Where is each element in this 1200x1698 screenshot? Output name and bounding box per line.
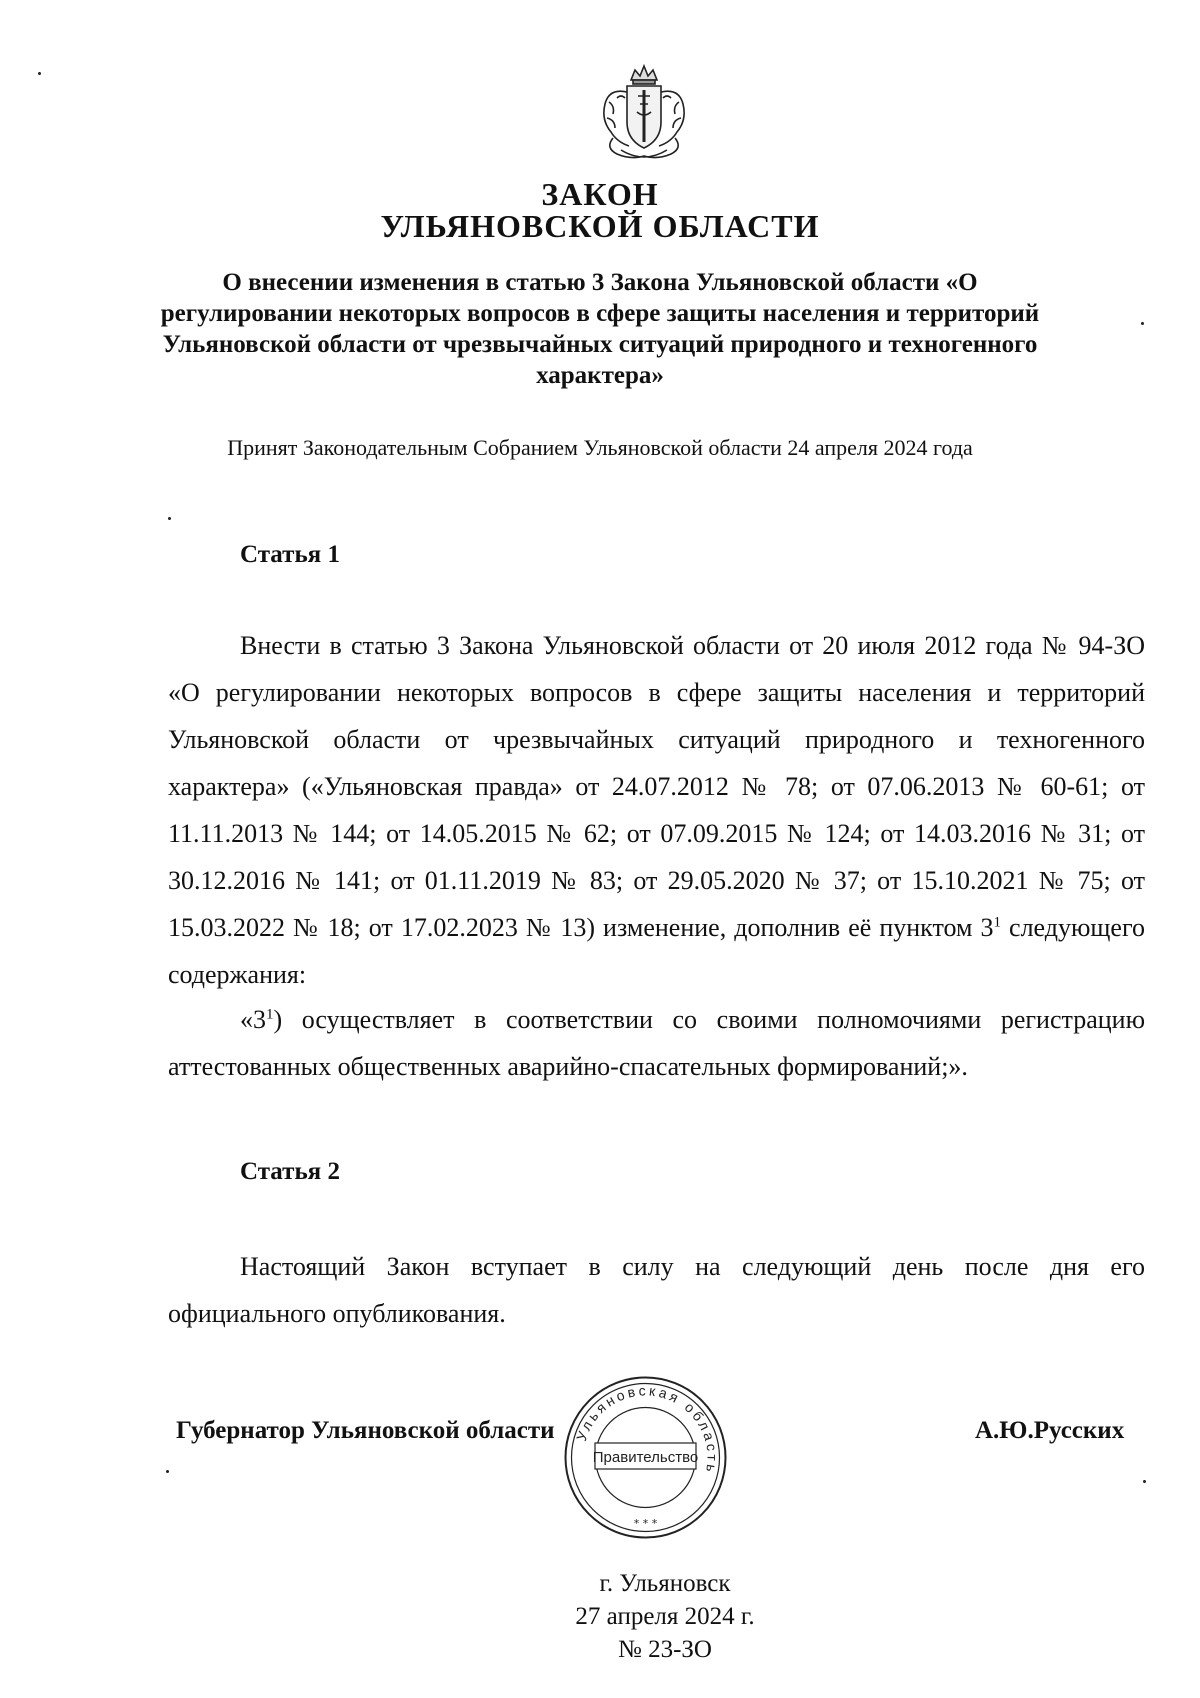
article-1-paragraph [168, 622, 1145, 998]
scan-speck [1143, 1480, 1146, 1483]
adoption-note: Принят Законодательным Собранием Ульяновской области 24 апреля 2024 года [227, 435, 973, 460]
superscript: 1 [266, 1006, 274, 1023]
stamp-center-text: Правительство [592, 1449, 699, 1466]
article-1-paragraph-text: Внести в статью 3 Закона Ульяновской области от 20 июля 2012 года № 94-ЗО «О регулировании некоторых вопросов в сфере защиты населения и территорий Ульяновской области от чрезвычайных ситуаций природного и техногенного характера» («Ульяновская правда» от 24.07.2012 № 78; от 07.06.2013 № 60-61; от 11.11.2013 № 144; от 14.05.2015 № 62; от 07.09.2015 № 124; от 14.03.2016 № 31; от 30.12.2016 № 141; от 01.11.2019 № 83; от 29.05.2020 № 37; от 15.10.2021 № 75; от 15.03.2022 № 18; от 17.02.2023 № 13) изменение, дополнив её пунктом 3 [168, 631, 1145, 942]
article-1-heading: Статья 1 [240, 541, 340, 568]
scan-speck [1141, 322, 1144, 325]
scan-speck [168, 517, 171, 520]
superscript: 1 [993, 914, 1001, 931]
coat-of-arms-icon [591, 62, 697, 166]
quote-text: ) осуществляет в соответствии со своими полномочиями регистрацию аттестованных общественных аварийно-спасательных формирований;». [168, 1005, 1145, 1081]
scan-speck [166, 1470, 169, 1473]
document-title: ЗАКОН [541, 176, 659, 212]
document-title-region: УЛЬЯНОВСКОЙ ОБЛАСТИ [380, 208, 820, 244]
document-subtitle: О внесении изменения в статью 3 Закона Ульяновской области «О регулировании некоторых вопросов в сфере защиты населения и территорий Ульяновской области от чрезвычайных ситуаций природного и техногенного характера» [160, 269, 1040, 389]
article-1-quote [168, 996, 1145, 1090]
article-2-heading: Статья 2 [240, 1158, 340, 1185]
quote-open: «3 [240, 1005, 266, 1034]
article-1-paragraph-tail: следующего содержания: [168, 913, 1145, 989]
signing-date: 27 апреля 2024 г. [575, 1603, 755, 1630]
signatory-name: А.Ю.Русских [975, 1417, 1125, 1444]
signatory-position: Губернатор Ульяновской области [176, 1417, 555, 1444]
official-seal [563, 1375, 728, 1540]
svg-text:* * *: * * * [633, 1517, 658, 1530]
scan-speck [38, 72, 41, 75]
article-2-paragraph: Настоящий Закон вступает в силу на следующий день после дня его официального опубликования. [168, 1252, 1145, 1328]
stamp-ring-text: Ульяновская область [572, 1382, 721, 1477]
law-number: № 23-ЗО [617, 1636, 712, 1663]
place-of-signing: г. Ульяновск [599, 1570, 731, 1597]
